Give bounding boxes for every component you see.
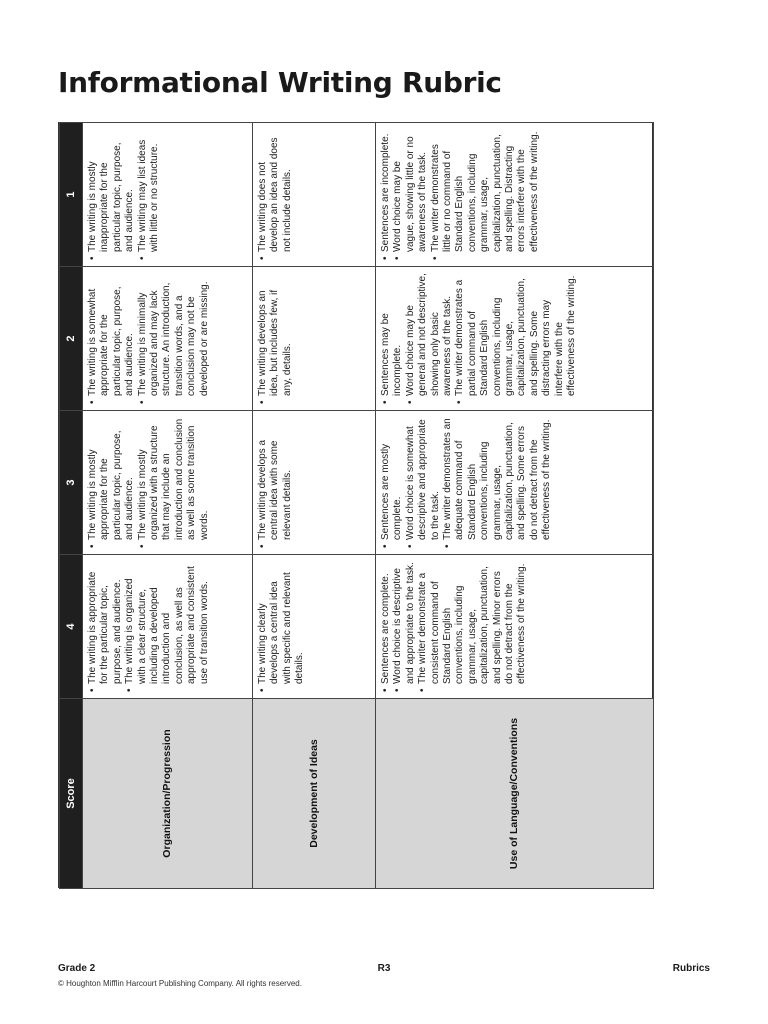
copyright-notice: © Houghton Mifflin Harcourt Publishing Company. All rights reserved.	[58, 979, 302, 988]
list-item: • The writing does not develop an idea and does not include details.	[257, 129, 294, 252]
list-item: • The writing is appropriate for the particular topic, purpose, and audience.	[87, 561, 124, 684]
list-item: • Word choice may be vague, showing little or no awareness of the task.	[392, 129, 429, 252]
cell-organization-2	[83, 267, 253, 411]
row-development	[253, 123, 376, 889]
header-score-2: 2	[60, 267, 83, 411]
list-item: • The writing is organized with a clear structure, including a developed introduction and conclusion, as well as appropriate and consistent use of transition words.	[124, 561, 211, 684]
header-row	[60, 123, 83, 889]
rubric-table	[59, 122, 654, 889]
cell-development-1	[253, 123, 376, 267]
cell-development-4	[253, 555, 376, 699]
list-item: • The writing is minimally organized and may lack structure. An introduction, transition words, and a conclusion may not be developed or are missing.	[137, 273, 211, 396]
rubric-table-frame	[58, 122, 653, 888]
list-item: • Word choice is descriptive and appropriate to the task.	[392, 561, 417, 684]
list-item: • The writer demonstrates a partial command of Standard English conventions, including grammar, usage, capitalization, punctuation, and spelling. Some distracting errors may interfere with the effectiveness of the writing.	[454, 273, 578, 396]
list-item: • The writing clearly develops a central idea with specific and relevant details.	[257, 561, 307, 684]
cell-organization-1	[83, 123, 253, 267]
cell-development-3	[253, 411, 376, 555]
footer-section: Rubrics	[672, 963, 710, 974]
rubric-table-rotated	[59, 123, 654, 889]
list-item: • The writing may list ideas with little or no structure.	[137, 129, 162, 252]
list-item: • The writer demonstrate a consistent command of Standard English conventions, including grammar, usage, capitalization, punctuation, and spelling. Minor errors do not detract from the effectiveness of the writing.	[417, 561, 529, 684]
list-item: • The writer demonstrates an adequate command of Standard English conventions, including grammar, usage, capitalization, punctuation, and spelling. Some errors do not detract from the effectiveness of the writing.	[442, 417, 554, 540]
cell-language-1	[376, 123, 654, 267]
cell-organization-3	[83, 411, 253, 555]
cell-development-2	[253, 267, 376, 411]
list-item: • The writing develops an idea, but includes few, if any, details.	[257, 273, 294, 396]
list-item: • Sentences may be incomplete.	[380, 273, 405, 396]
list-item: • The writer demonstrates little or no command of Standard English conventions, including grammar, usage, capitalization, punctuation, and spelling. Distracting errors interfere with the effectiveness of the writing.	[430, 129, 542, 252]
list-item: • The writing develops a central idea with some relevant details.	[257, 417, 294, 540]
footer-grade: Grade 2	[58, 963, 96, 974]
list-item: • The writing is mostly inappropriate for the particular topic, purpose, and audience.	[87, 129, 137, 252]
row-language	[376, 123, 654, 889]
row-label-organization: Organization/Progression	[83, 699, 253, 889]
list-item: • Sentences are complete.	[380, 561, 392, 684]
header-score-4: 4	[60, 555, 83, 699]
list-item: • Sentences are incomplete.	[380, 129, 392, 252]
list-item: • Word choice may be general and not descriptive, showing only basic awareness of the task.	[405, 273, 455, 396]
header-score-3: 3	[60, 411, 83, 555]
cell-language-3	[376, 411, 654, 555]
list-item: • The writing is mostly organized with a structure that may include an introduction and conclusion as well as some transition words.	[137, 417, 211, 540]
cell-language-2	[376, 267, 654, 411]
list-item: • The writing is somewhat appropriate for the particular topic, purpose, and audience.	[87, 273, 137, 396]
footer-page-number: R3	[377, 963, 391, 974]
cell-language-4	[376, 555, 654, 699]
header-score-1: 1	[60, 123, 83, 267]
row-organization	[83, 123, 253, 889]
list-item: • Sentences are mostly complete.	[380, 417, 405, 540]
row-label-development: Development of Ideas	[253, 699, 376, 889]
header-score: Score	[60, 699, 83, 889]
row-label-language: Use of Language/Conventions	[376, 699, 654, 889]
page-title: Informational Writing Rubric	[58, 66, 502, 99]
list-item: • Word choice is somewhat descriptive and appropriate to the task.	[405, 417, 442, 540]
list-item: • The writing is mostly appropriate for the particular topic, purpose, and audience.	[87, 417, 137, 540]
cell-organization-4	[83, 555, 253, 699]
